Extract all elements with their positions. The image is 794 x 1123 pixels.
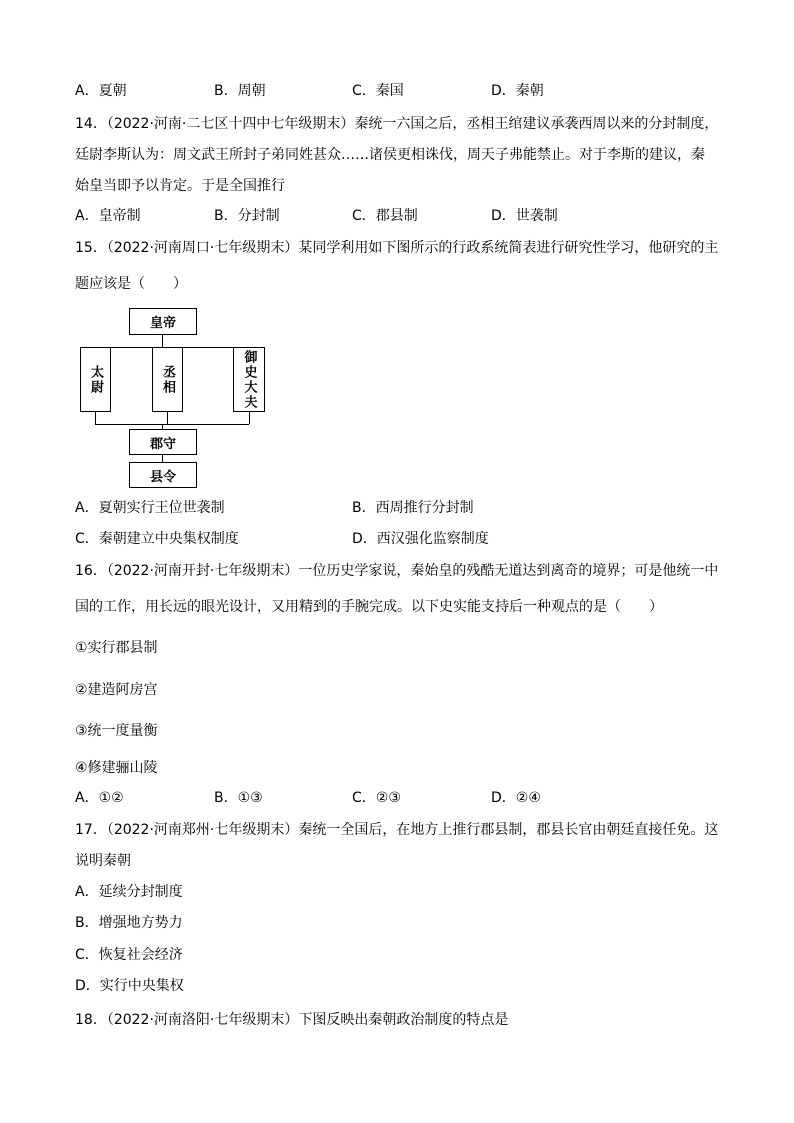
q16-stem-line-1: 16．（2022·河南开封·七年级期末）一位历史学家说，秦始皇的残酷无道达到离奇的境界；可是他统一中 [75,563,719,579]
q15-stem-line-1: 15．（2022·河南周口·七年级期末）某同学利用如下图所示的行政系统简表进行研究性学习，他研究的主 [75,240,719,256]
diagram-xianling-box: 县令 [129,462,197,488]
q17-option-d: D．实行中央集权 [75,978,184,994]
q18-stem-line-1: 18．（2022·河南洛阳·七年级期末）下图反映出秦朝政治制度的特点是 [75,1012,509,1028]
q15-option-d: D．西汉强化监察制度 [352,531,489,547]
q17-stem-line-1: 17．（2022·河南郑州·七年级期末）秦统一全国后，在地方上推行郡县制，郡县长官由朝廷直接任免。这 [75,822,719,838]
q17-stem-line-2: 说明秦朝 [75,853,131,869]
q15-stem-line-2: 题应该是（ ） [75,276,187,292]
q16-item-1: ①实行郡县制 [75,640,158,656]
q14-option-b: B．分封制 [214,208,280,224]
diagram-connector [162,455,163,462]
q13-option-c: C．秦国 [352,83,404,99]
q16-option-b: B．①③ [214,790,263,806]
q16-item-4: ④修建骊山陵 [75,760,158,776]
q16-item-3: ③统一度量衡 [75,723,158,739]
q17-option-c: C．恢复社会经济 [75,947,183,963]
q13-option-b: B．周朝 [214,83,266,99]
q14-stem-line-2: 廷尉李斯认为：周文武王所封子弟同姓甚众……诸侯更相诛伐，周天子弗能禁止。对于李斯的建议，秦 [75,147,705,163]
q15-option-a: A．夏朝实行王位世袭制 [75,500,225,516]
diagram-connector [95,424,249,425]
q17-option-b: B．增强地方势力 [75,915,183,931]
q14-option-c: C．郡县制 [352,208,418,224]
q16-option-d: D．②④ [491,790,541,806]
q16-option-a: A．①② [75,790,124,806]
diagram-chengxiang-box: 丞相 [152,347,183,412]
q14-stem-line-3: 始皇当即予以肯定。于是全国推行 [75,178,285,194]
q16-option-c: C．②③ [352,790,401,806]
q15-option-c: C．秦朝建立中央集权制度 [75,531,239,547]
q13-option-a: A．夏朝 [75,83,127,99]
diagram-emperor-box: 皇帝 [129,308,197,335]
q17-option-a: A．延续分封制度 [75,884,183,900]
q13-option-d: D．秦朝 [491,83,544,99]
diagram-taiwei-box: 太尉 [80,347,111,412]
q14-stem-line-1: 14．（2022·河南·二七区十四中七年级期末）秦统一六国之后，丞相王绾建议承袭西周以来的分封制度， [75,116,719,132]
q16-stem-line-2: 国的工作，用长远的眼光设计，又用精到的手腕完成。以下史实能支持后一种观点的是（ ） [75,599,663,615]
q15-option-b: B．西周推行分封制 [352,500,474,516]
q14-option-a: A．皇帝制 [75,208,141,224]
diagram-connector [162,335,163,347]
q14-option-d: D．世袭制 [491,208,558,224]
diagram-yushidafu-box: 御史大夫 [233,347,265,412]
diagram-junshou-box: 郡守 [129,429,197,455]
q16-item-2: ②建造阿房宫 [75,682,158,698]
